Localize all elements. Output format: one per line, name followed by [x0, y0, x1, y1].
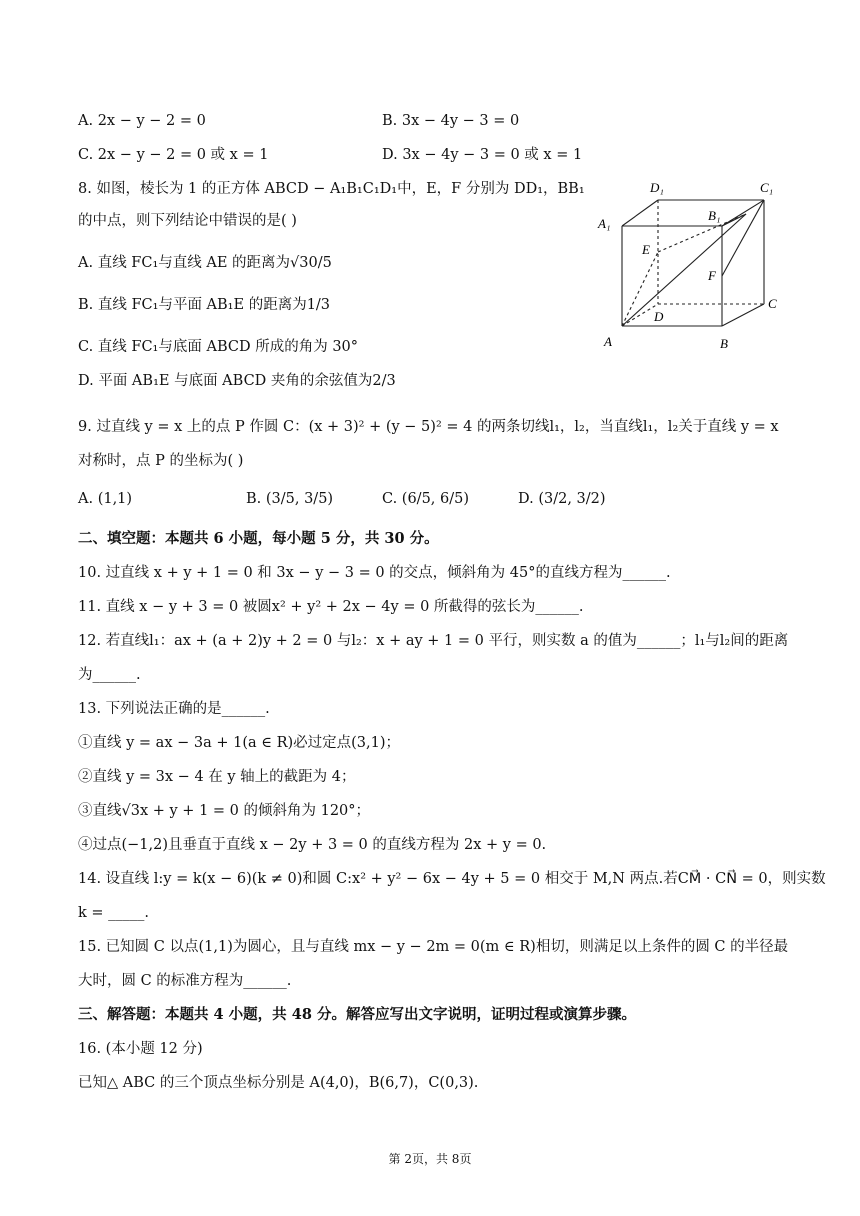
label-b: B — [720, 336, 728, 351]
label-e: E — [642, 242, 650, 257]
q13-item-4: ④过点(−1,2)且垂直于直线 x − 2y + 3 = 0 的直线方程为 2x + y = 0. — [78, 837, 547, 853]
q13-item-2: ②直线 y = 3x − 4 在 y 轴上的截距为 4； — [78, 769, 356, 785]
label-f: F — [708, 268, 716, 283]
q9-stem-line1: 9. 过直线 y = x 上的点 P 作圆 C：(x + 3)² + (y − 5)² = 4 的两条切线l₁，l₂，当直线l₁，l₂关于直线 y = x — [78, 419, 779, 435]
q9-stem-line2: 对称时，点 P 的坐标为( ) — [78, 453, 244, 469]
q9-option-a: A. (1,1) — [78, 491, 133, 507]
label-d: D — [654, 309, 664, 324]
label-b1: B₁ — [708, 208, 721, 223]
q9-option-d: D. (3/2, 3/2) — [518, 491, 606, 507]
q7-option-d: D. 3x − 4y − 3 = 0 或 x = 1 — [382, 147, 583, 163]
q7-option-c: C. 2x − y − 2 = 0 或 x = 1 — [78, 147, 269, 163]
q10: 10. 过直线 x + y + 1 = 0 和 3x − y − 3 = 0 的交点，倾斜角为 45°的直线方程为______. — [78, 565, 671, 581]
q9-option-c: C. (6/5, 6/5) — [382, 491, 469, 507]
q12-line2: 为______. — [78, 667, 141, 683]
section-2-heading: 二、填空题：本题共 6 小题，每小题 5 分，共 30 分。 — [78, 530, 439, 547]
cube-figure — [588, 176, 788, 356]
q14-line2: k = _____. — [78, 905, 150, 921]
q8-option-d: D. 平面 AB₁E 与底面 ABCD 夹角的余弦值为2/3 — [78, 373, 396, 389]
q16-title: 16. (本小题 12 分) — [78, 1041, 203, 1057]
q13-stem: 13. 下列说法正确的是______. — [78, 701, 270, 717]
q12-line1: 12. 若直线l₁：ax + (a + 2)y + 2 = 0 与l₂：x + ay + 1 = 0 平行，则实数 a 的值为______；l₁与l₂间的距离 — [78, 633, 789, 649]
q8-stem-line1: 8. 如图，棱长为 1 的正方体 ABCD − A₁B₁C₁D₁中，E，F 分别为 DD₁，BB₁ — [78, 181, 585, 197]
q15-line2: 大时，圆 C 的标准方程为______. — [78, 973, 292, 989]
q16-stem: 已知△ ABC 的三个顶点坐标分别是 A(4,0)，B(6,7)，C(0,3). — [78, 1075, 479, 1091]
q15-line1: 15. 已知圆 C 以点(1,1)为圆心，且与直线 mx − y − 2m = 0(m ∈ R)相切，则满足以上条件的圆 C 的半径最 — [78, 939, 789, 955]
q8-option-c: C. 直线 FC₁与底面 ABCD 所成的角为 30° — [78, 339, 359, 355]
label-a: A — [604, 334, 612, 349]
q8-option-a: A. 直线 FC₁与直线 AE 的距离为√30/5 — [78, 255, 332, 271]
q9-option-b: B. (3/5, 3/5) — [246, 491, 334, 507]
q8-option-b: B. 直线 FC₁与平面 AB₁E 的距离为1/3 — [78, 297, 331, 313]
q13-item-3: ③直线√3x + y + 1 = 0 的倾斜角为 120°； — [78, 803, 371, 819]
q7-option-a: A. 2x − y − 2 = 0 — [78, 113, 206, 129]
q14-line1: 14. 设直线 l:y = k(x − 6)(k ≠ 0)和圆 C:x² + y² − 6x − 4y + 5 = 0 相交于 M,N 两点.若CM⃗ · CN⃗ = 0，则实数 — [78, 871, 826, 887]
label-a1: A₁ — [598, 216, 611, 231]
section-3-heading: 三、解答题：本题共 4 小题，共 48 分。解答应写出文字说明，证明过程或演算步骤。 — [78, 1006, 636, 1023]
q8-stem-line2: 的中点，则下列结论中错误的是( ) — [78, 213, 297, 229]
q13-item-1: ①直线 y = ax − 3a + 1(a ∈ R)必过定点(3,1)； — [78, 735, 401, 751]
label-d1: D₁ — [650, 180, 664, 195]
q11: 11. 直线 x − y + 3 = 0 被圆x² + y² + 2x − 4y = 0 所截得的弦长为______. — [78, 599, 584, 615]
page-footer: 第 2页，共 8页 — [388, 1152, 472, 1166]
label-c1: C₁ — [760, 180, 774, 195]
q7-option-b: B. 3x − 4y − 3 = 0 — [382, 113, 520, 129]
label-c: C — [768, 296, 777, 311]
